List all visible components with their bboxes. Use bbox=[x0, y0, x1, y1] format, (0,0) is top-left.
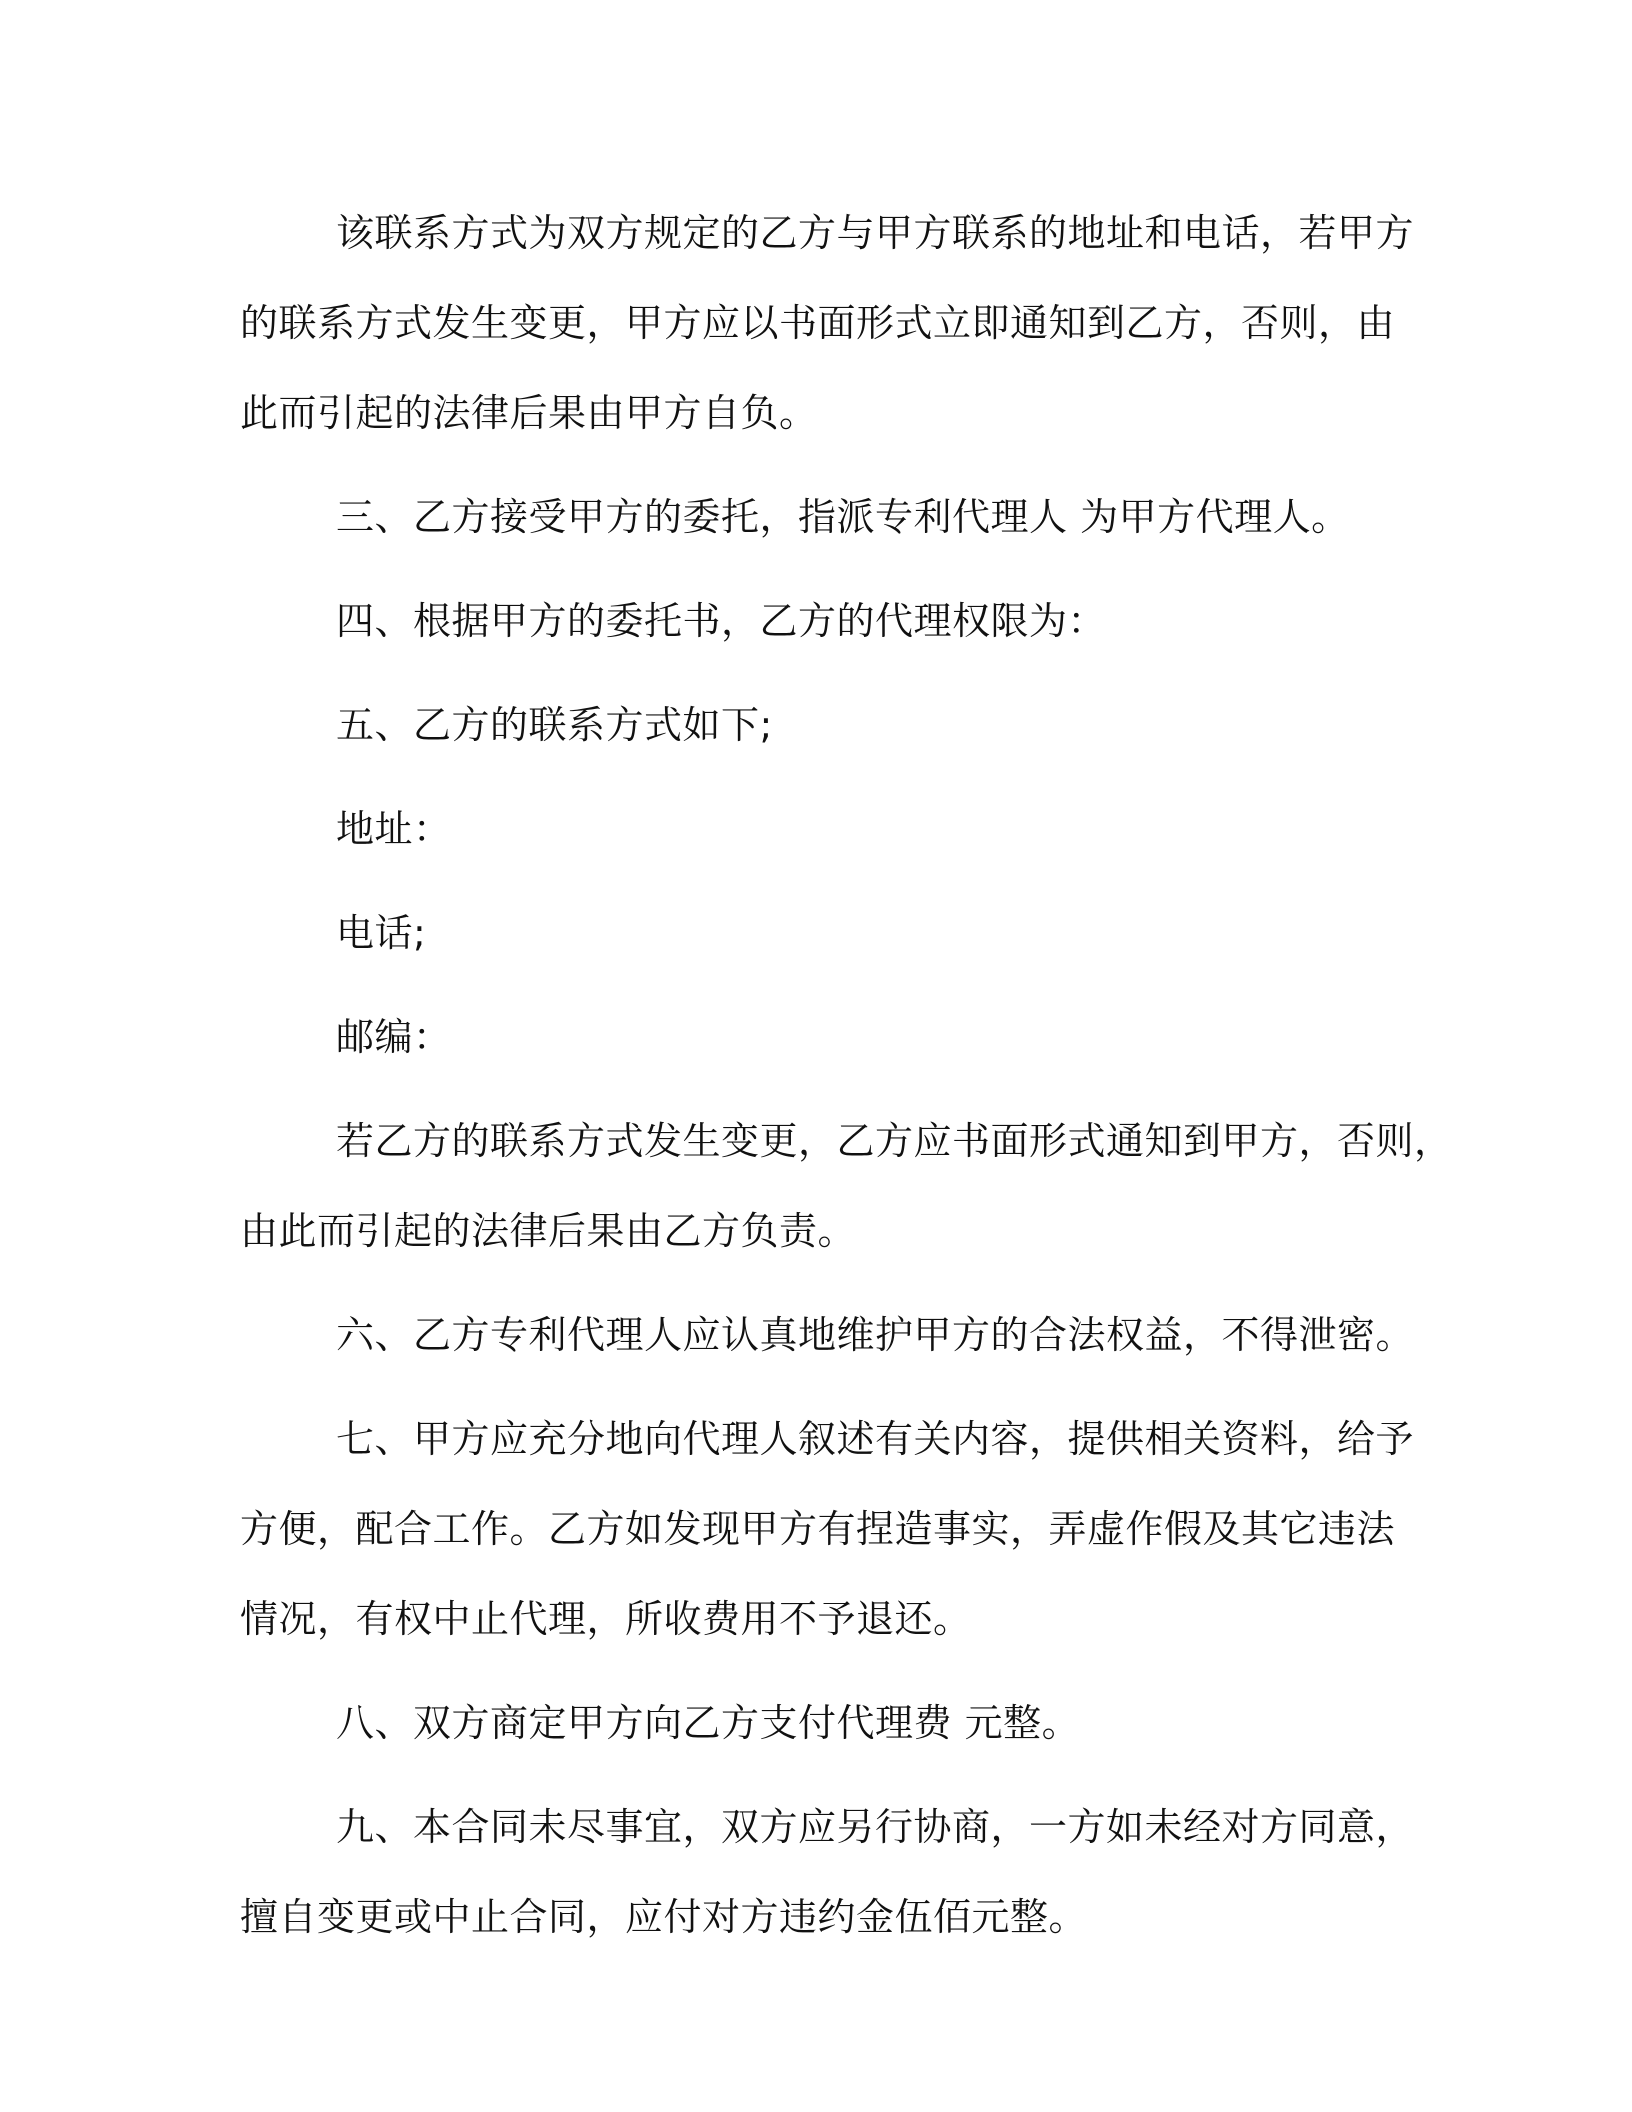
field-label-address: 地址： bbox=[336, 807, 452, 851]
text-line: 三、乙方接受甲方的委托，指派专利代理人 为甲方代理人。 bbox=[336, 495, 1350, 539]
text-line: 的联系方式发生变更，甲方应以书面形式立即通知到乙方，否则，由 bbox=[240, 301, 1396, 345]
paragraph-clause-5 bbox=[240, 680, 1412, 770]
text-line: 四、根据甲方的委托书，乙方的代理权限为： bbox=[336, 599, 1107, 643]
text-line: 擅自变更或中止合同，应付对方违约金伍佰元整。 bbox=[240, 1895, 1088, 1939]
text-line: 七、甲方应充分地向代理人叙述有关内容，提供相关资料，给予 bbox=[336, 1417, 1415, 1461]
text-line: 五、乙方的联系方式如下; bbox=[336, 703, 773, 747]
text-line: 六、乙方专利代理人应认真地维护甲方的合法权益，不得泄密。 bbox=[336, 1313, 1415, 1357]
paragraph-clause-9 bbox=[240, 1782, 1415, 1962]
field-label-postcode: 邮编： bbox=[336, 1015, 452, 1059]
paragraph-contact-change-party-a bbox=[240, 188, 1415, 458]
field-postcode bbox=[240, 992, 1412, 1082]
field-label-phone: 电话; bbox=[336, 911, 427, 955]
field-phone bbox=[240, 888, 1412, 978]
text-line: 方便，配合工作。乙方如发现甲方有捏造事实，弄虚作假及其它违法 bbox=[240, 1507, 1396, 1551]
paragraph-contact-change-party-b bbox=[240, 1096, 1453, 1276]
text-line: 此而引起的法律后果由甲方自负。 bbox=[240, 391, 818, 435]
paragraph-clause-7 bbox=[240, 1394, 1415, 1664]
paragraph-clause-3 bbox=[240, 472, 1412, 562]
text-line: 若乙方的联系方式发生变更，乙方应书面形式通知到甲方，否则， bbox=[336, 1119, 1453, 1163]
paragraph-clause-4 bbox=[240, 576, 1412, 666]
text-line: 八、双方商定甲方向乙方支付代理费 元整。 bbox=[336, 1701, 1081, 1745]
field-address bbox=[240, 784, 1412, 874]
text-line: 九、本合同未尽事宜，双方应另行协商，一方如未经对方同意， bbox=[336, 1805, 1415, 1849]
paragraph-clause-8 bbox=[240, 1678, 1412, 1768]
text-line: 该联系方式为双方规定的乙方与甲方联系的地址和电话，若甲方 bbox=[336, 211, 1415, 255]
text-line: 情况，有权中止代理，所收费用不予退还。 bbox=[240, 1597, 972, 1641]
document-body bbox=[240, 188, 1453, 1976]
paragraph-clause-6 bbox=[240, 1290, 1415, 1380]
text-line: 由此而引起的法律后果由乙方负责。 bbox=[240, 1209, 857, 1253]
